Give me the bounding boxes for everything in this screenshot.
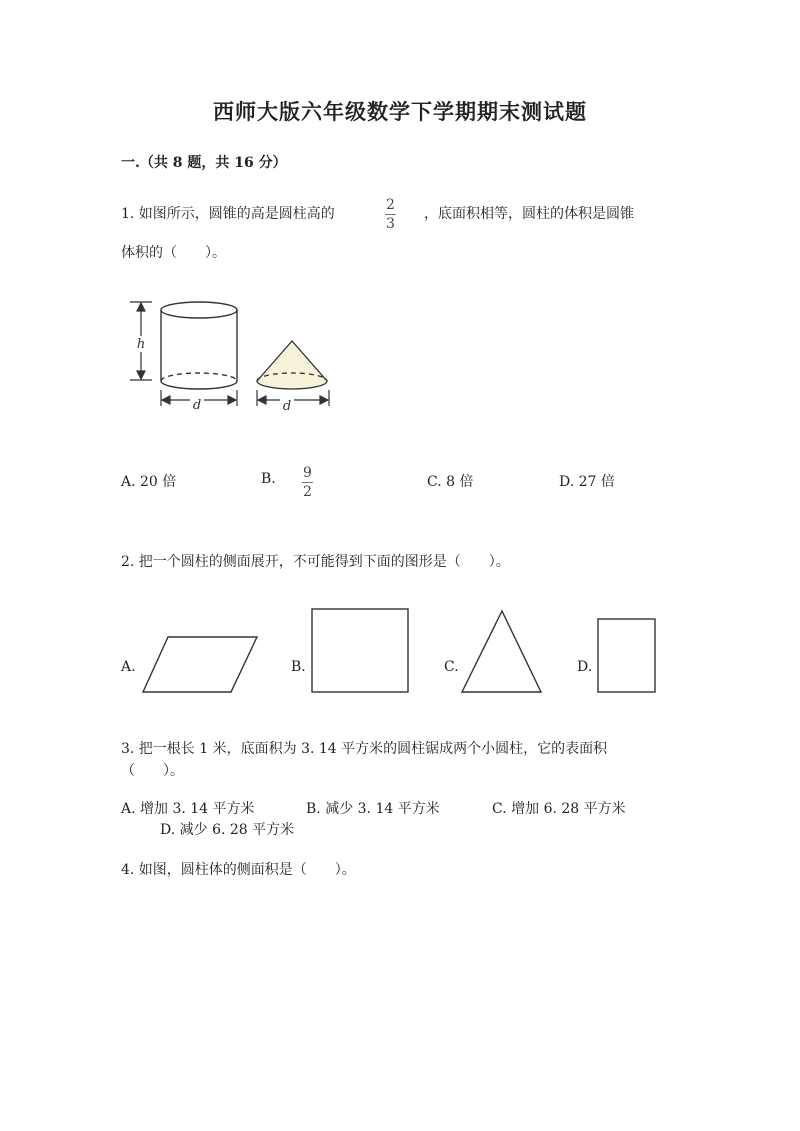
q3-option-c[interactable]: C. 增加 6. 28 平方米: [492, 801, 626, 817]
q2-text: 2. 把一个圆柱的侧面展开，不可能得到下面的图形是（ ）。: [121, 554, 510, 570]
q1-option-a[interactable]: A. 20 倍: [121, 474, 177, 490]
square-shape: [312, 609, 408, 692]
q4-text: 4. 如图，圆柱体的侧面积是（ ）。: [121, 862, 356, 878]
q1-text-suffix: ，底面积相等，圆柱的体积是圆锥: [424, 206, 634, 222]
q1-text-line2: 体积的（ ）。: [121, 245, 226, 261]
q3-text-line2: （ ）。: [121, 763, 184, 779]
parallelogram-shape: [143, 637, 257, 692]
q3-text-line1: 3. 把一根长 1 米，底面积为 3. 14 平方米的圆柱锯成两个小圆柱，它的表面积: [121, 741, 608, 757]
cone-figure: [257, 341, 327, 389]
q2-option-b[interactable]: B.: [291, 659, 306, 675]
q3-option-a[interactable]: A. 增加 3. 14 平方米: [121, 801, 255, 817]
h-label: h: [136, 337, 146, 352]
q1-option-b-denominator: 2: [303, 484, 312, 500]
q1-option-b-label[interactable]: B.: [261, 471, 276, 487]
q2-option-c[interactable]: C.: [444, 659, 459, 675]
q1-option-b-numerator: 9: [303, 465, 312, 481]
q1-text-prefix: 1. 如图所示，圆锥的高是圆柱高的: [121, 206, 335, 222]
q1-option-d[interactable]: D. 27 倍: [559, 474, 615, 490]
q2-shapes: [0, 600, 800, 700]
page-title: 西师大版六年级数学下学期期末测试题: [213, 99, 587, 124]
q1-option-b-fraction: [302, 465, 313, 500]
q1-option-c[interactable]: C. 8 倍: [427, 474, 474, 490]
q1-fraction: [385, 197, 396, 232]
triangle-shape: [462, 611, 541, 692]
rectangle-shape: [598, 619, 655, 692]
q1-fraction-numerator: 2: [386, 197, 395, 213]
q1-fraction-denominator: 3: [386, 216, 395, 232]
cylinder-d-label: d: [192, 398, 202, 413]
q3-option-b[interactable]: B. 减少 3. 14 平方米: [306, 801, 440, 817]
cylinder-figure: [161, 302, 237, 389]
q1-figure: [120, 290, 350, 420]
section-heading: 一.（共 8 题，共 16 分）: [121, 155, 287, 171]
q2-option-d[interactable]: D.: [577, 659, 593, 675]
q3-option-d[interactable]: D. 减少 6. 28 平方米: [160, 822, 295, 838]
q2-option-a[interactable]: A.: [121, 659, 136, 675]
cone-d-label: d: [282, 399, 292, 414]
